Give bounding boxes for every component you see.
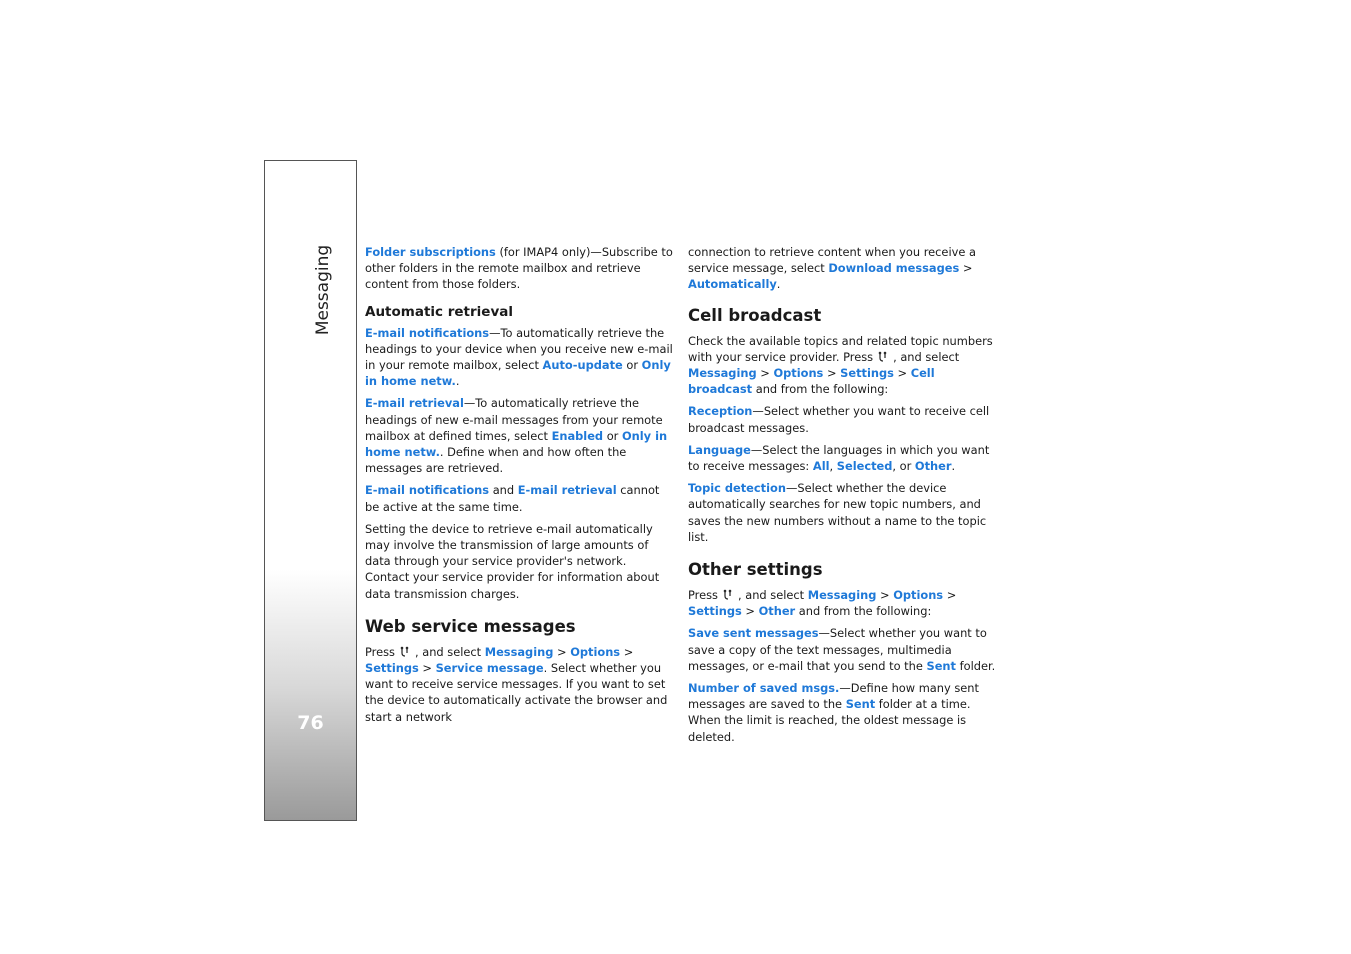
term-email-retrieval: E-mail retrieval xyxy=(517,483,617,498)
term-settings: Settings xyxy=(840,366,894,381)
term-number-of-saved-msgs: Number of saved msgs. xyxy=(688,681,840,696)
left-column xyxy=(365,244,673,731)
term-service-message: Service message xyxy=(435,661,544,676)
heading-other-settings: Other settings xyxy=(688,560,823,580)
heading-cell-broadcast: Cell broadcast xyxy=(688,305,822,325)
menu-key-icon xyxy=(878,351,887,362)
text: > xyxy=(756,366,774,381)
paragraph-save-sent-messages xyxy=(688,625,1000,674)
term-messaging: Messaging xyxy=(484,644,554,659)
text: > xyxy=(823,366,841,381)
term-settings: Settings xyxy=(365,661,419,676)
term-messaging: Messaging xyxy=(688,366,757,381)
paragraph-cannot-be-active xyxy=(365,482,673,514)
term-reception: Reception xyxy=(688,404,753,419)
heading-automatic-retrieval: Automatic retrieval xyxy=(365,303,513,320)
paragraph-folder-subscriptions xyxy=(365,244,673,293)
term-sent: Sent xyxy=(926,658,956,673)
text: > xyxy=(741,604,759,619)
paragraph-email-retrieval xyxy=(365,395,673,476)
text: and xyxy=(489,483,518,498)
text: , and select xyxy=(893,349,960,364)
paragraph-number-of-saved-msgs xyxy=(688,680,1000,745)
section-title: Messaging xyxy=(313,244,333,336)
term-settings: Settings xyxy=(688,604,742,619)
term-email-notifications: E-mail notifications xyxy=(365,325,490,340)
text: , or xyxy=(892,459,915,474)
text: —To automatically retrieve the headings to your device when you receive new e-mail in your remote mailbox, select xyxy=(365,325,673,373)
text: connection to retrieve content when you receive a service message, select xyxy=(688,245,976,276)
text: folder at a time. When the limit is reached, the oldest message is deleted. xyxy=(688,697,971,744)
term-options: Options xyxy=(773,366,824,381)
page-number: 76 xyxy=(297,712,324,734)
text: > xyxy=(943,588,957,603)
term-email-notifications: E-mail notifications xyxy=(365,483,490,498)
term-enabled: Enabled xyxy=(551,428,604,443)
term-save-sent-messages: Save sent messages xyxy=(688,626,819,641)
text: and from the following: xyxy=(752,382,889,397)
term-options: Options xyxy=(570,644,621,659)
term-only-in-home-netw: Only in home netw. xyxy=(365,358,671,389)
term-options: Options xyxy=(893,588,944,603)
text: or xyxy=(603,428,622,443)
paragraph-download-messages xyxy=(688,244,1000,293)
term-email-retrieval: E-mail retrieval xyxy=(365,396,464,411)
term-sent: Sent xyxy=(845,697,876,712)
text: > xyxy=(418,661,436,676)
text: Press xyxy=(688,588,718,603)
text: and from the following: xyxy=(795,604,932,619)
text: > xyxy=(620,644,634,659)
text: —Select whether the device automatically searches for new topic numbers, and saves the new numbers without a name to the topic list. xyxy=(688,481,987,544)
term-folder-subscriptions: Folder subscriptions xyxy=(365,245,496,259)
term-cell-broadcast: Cell broadcast xyxy=(688,366,935,397)
text: . xyxy=(951,459,956,474)
text: , xyxy=(829,459,837,474)
paragraph-web-service xyxy=(365,644,673,725)
text: cannot be active at the same time. xyxy=(365,483,660,514)
paragraph-language xyxy=(688,442,1000,474)
term-messaging: Messaging xyxy=(807,588,877,603)
text: . xyxy=(455,374,460,389)
text: —Select the languages in which you want to receive messages: xyxy=(688,442,990,474)
heading-web-service-messages: Web service messages xyxy=(365,616,576,636)
text: —To automatically retrieve the headings of new e-mail messages from your remote mailbox at defined times, select xyxy=(365,396,663,443)
paragraph-cell-broadcast xyxy=(688,333,1000,398)
text: > xyxy=(959,261,973,276)
text: Check the available topics and related topic numbers with your service provider. Press xyxy=(688,333,993,364)
text: —Select whether you want to save a copy of the text messages, multimedia messages, or e-mail that you send to the xyxy=(688,626,987,673)
paragraph-data-charges: Setting the device to retrieve e-mail automatically may involve the transmission of large amounts of data through your service provider's network. Contact your service provider for information about data transmission charges. xyxy=(365,521,660,601)
paragraph-topic-detection xyxy=(688,480,1000,545)
text: > xyxy=(893,366,911,381)
text: or xyxy=(622,358,642,373)
text: , and select xyxy=(737,588,808,603)
term-other: Other xyxy=(758,604,796,619)
text: > xyxy=(553,644,571,659)
menu-key-icon xyxy=(400,646,409,657)
paragraph-email-notifications xyxy=(365,325,673,390)
text: —Define how many sent messages are saved to the xyxy=(688,681,979,712)
text: , and select xyxy=(414,644,485,659)
term-language: Language xyxy=(688,442,751,457)
term-only-in-home-netw: Only in home netw. xyxy=(365,428,668,460)
term-all: All xyxy=(812,459,830,474)
term-download-messages: Download messages xyxy=(828,261,960,276)
text: . Define when and how often the messages are retrieved. xyxy=(365,445,627,476)
term-topic-detection: Topic detection xyxy=(688,481,786,496)
text: . Select whether you want to receive service messages. If you want to set the device to automatically activate the browser and start a network xyxy=(365,661,668,724)
paragraph-other-settings xyxy=(688,587,1000,619)
term-selected: Selected xyxy=(836,459,893,474)
text: . xyxy=(776,277,781,292)
text: —Select whether you want to receive cell broadcast messages. xyxy=(688,404,990,435)
text: (for IMAP4 only)—Subscribe to other folders in the remote mailbox and retrieve content from those folders. xyxy=(365,245,673,292)
term-automatically: Automatically xyxy=(688,277,777,292)
menu-key-icon xyxy=(723,589,732,600)
paragraph-reception xyxy=(688,403,1000,435)
term-other: Other xyxy=(914,459,952,474)
right-column xyxy=(688,244,1000,751)
text: Press xyxy=(365,644,395,659)
term-auto-update: Auto-update xyxy=(542,358,623,373)
text: folder. xyxy=(955,658,996,673)
text: > xyxy=(876,588,894,603)
